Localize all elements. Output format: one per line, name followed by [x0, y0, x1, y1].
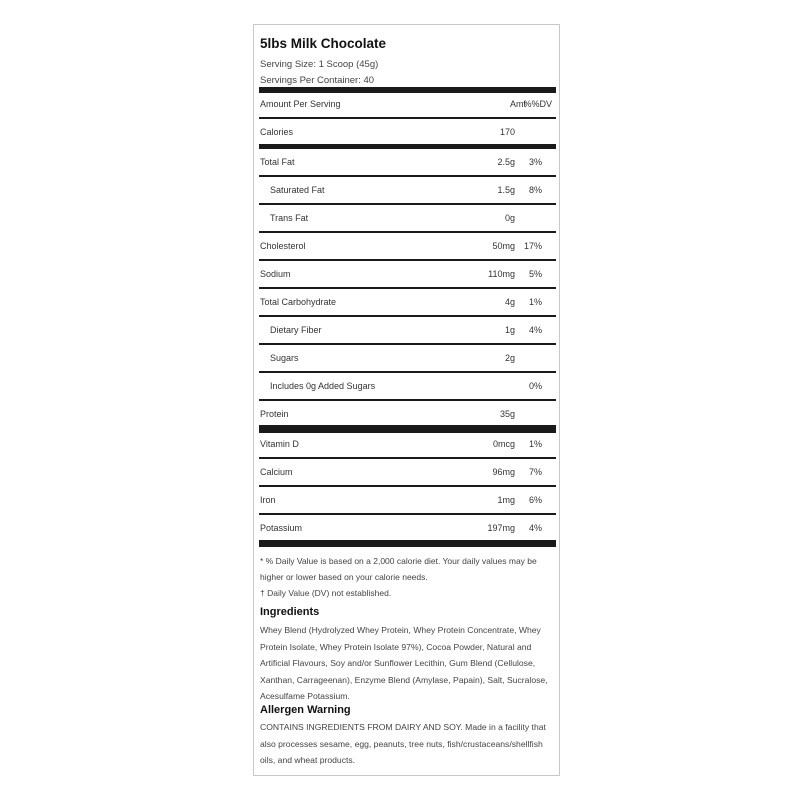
nutrient-row-iron: [259, 487, 556, 513]
nutrient-amount: 50mg: [492, 241, 515, 251]
nutrient-amount: 197mg: [487, 523, 515, 533]
nutrient-label: Saturated Fat: [270, 185, 325, 195]
ingredients-text: Whey Blend (Hydrolyzed Whey Protein, Whey Protein Concentrate, Whey Protein Isolate, Whey Protein Isolate 97%), Cocoa Powder, Natural and Artificial Flavours, Soy and/or Sunflower Lecithin, Gum Blend (Cellulose, Xanthan, Carrageenan), Enzyme Blend (Amylase, Papain), Salt, Sucralose, Acesulfame Potassium.: [260, 625, 548, 701]
nutrient-row-added-sugars: [259, 373, 556, 399]
nutrient-amount: 4g: [504, 297, 515, 307]
nutrient-row-sugars: [259, 345, 556, 371]
nutrient-amount: 0mcg: [492, 439, 515, 449]
nutrient-row-trans-fat: [259, 205, 556, 231]
nutrient-row-total-carbohydrate: [259, 289, 556, 315]
nutrient-row-vitamin-d: [259, 431, 556, 457]
nutrient-amount: 2.5g: [497, 157, 515, 167]
nutrient-row-total-fat: [259, 149, 556, 175]
nutrient-label: Cholesterol: [260, 241, 306, 251]
header-amt: Amt: [509, 99, 526, 109]
nutrient-amount: 1mg: [497, 495, 515, 505]
nutrient-amount: 35g: [499, 409, 515, 419]
amount-per-serving-header: [259, 91, 556, 117]
nutrient-dv: 5%: [528, 269, 542, 279]
nutrient-label: Total Carbohydrate: [260, 297, 337, 307]
nutrient-dv: 1%: [528, 297, 542, 307]
allergen-heading: Allergen Warning: [260, 704, 351, 716]
nutrient-dv: 8%: [528, 185, 542, 195]
nutrient-dv: 6%: [528, 495, 542, 505]
product-title: 5lbs Milk Chocolate: [260, 36, 387, 51]
header-label: Amount Per Serving: [260, 99, 341, 109]
nutrient-row-protein: [259, 401, 556, 427]
nutrient-dv: 1%: [528, 439, 542, 449]
nutrient-dv: 0%: [528, 381, 542, 391]
allergen-text: CONTAINS INGREDIENTS FROM DAIRY AND SOY. Made in a facility that also processes sesame, egg, peanuts, tree nuts, fish/crustaceans/shellfish oils, and wheat products.: [260, 722, 546, 765]
nutrient-dv: 7%: [528, 467, 542, 477]
nutrient-amount: 1g: [504, 325, 515, 335]
thick-divider-bottom: [259, 540, 556, 547]
nutrient-row-sodium: [259, 261, 556, 287]
nutrient-label: Iron: [260, 495, 276, 505]
nutrient-amount: 96mg: [492, 467, 515, 477]
nutrient-label: Potassium: [260, 523, 303, 533]
nutrient-row-calcium: [259, 459, 556, 485]
nutrient-label: Calories: [260, 127, 294, 137]
nutrient-label: Total Fat: [260, 157, 295, 167]
nutrient-label: Protein: [260, 409, 289, 419]
nutrient-row-potassium: [259, 515, 556, 541]
nutrient-label: Vitamin D: [260, 439, 299, 449]
nutrient-dv: 4%: [528, 523, 542, 533]
daily-value-footnote: * % Daily Value is based on a 2,000 calorie diet. Your daily values may be higher or lower based on your calorie needs.: [260, 556, 537, 582]
nutrient-label: Trans Fat: [270, 213, 309, 223]
nutrient-label: Dietary Fiber: [270, 325, 322, 335]
nutrient-amount: 1.5g: [497, 185, 515, 195]
nutrient-dv: 4%: [528, 325, 542, 335]
ingredients-heading: Ingredients: [260, 606, 320, 618]
servings-per-container: Servings Per Container: 40: [260, 75, 375, 86]
nutrient-row-calories: [259, 119, 556, 145]
dv-not-established-footnote: † Daily Value (DV) not established.: [260, 588, 392, 598]
nutrient-amount: 110mg: [488, 269, 515, 279]
nutrient-dv: 17%: [523, 241, 542, 251]
nutrition-facts-panel: [253, 24, 560, 776]
header-dv: %%DV: [523, 99, 552, 109]
nutrient-row-cholesterol: [259, 233, 556, 259]
nutrient-label: Includes 0g Added Sugars: [270, 381, 376, 391]
nutrient-amount: 170: [499, 127, 515, 137]
nutrient-row-dietary-fiber: [259, 317, 556, 343]
nutrient-label: Sugars: [270, 353, 299, 363]
serving-size: Serving Size: 1 Scoop (45g): [260, 59, 379, 70]
nutrient-amount: 2g: [504, 353, 515, 363]
nutrient-dv: 3%: [528, 157, 542, 167]
nutrient-label: Sodium: [260, 269, 291, 279]
nutrient-row-saturated-fat: [259, 177, 556, 203]
nutrient-amount: 0g: [504, 213, 515, 223]
nutrient-label: Calcium: [260, 467, 293, 477]
